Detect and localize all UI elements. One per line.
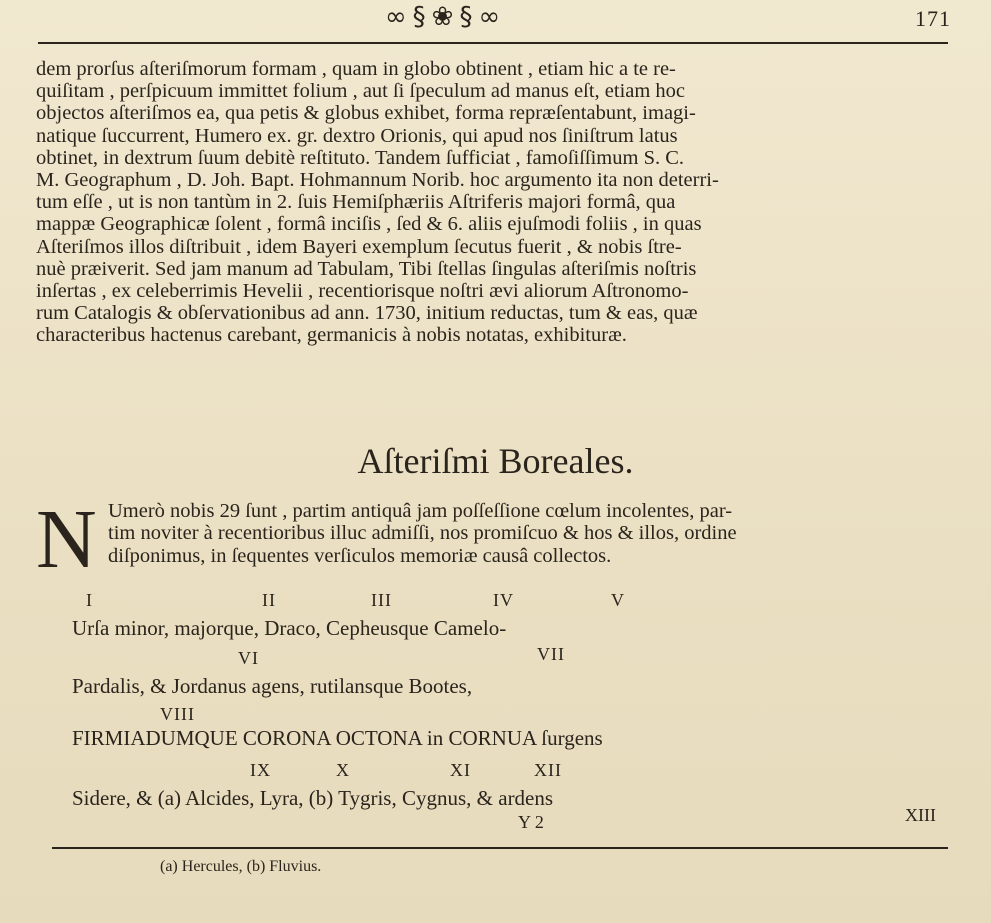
verse-numeral: VII bbox=[537, 644, 565, 664]
body-line: mappæ Geographicæ ſolent , formâ inciſis , ſed & 6. aliis ejuſmodi foliis , in quas bbox=[36, 213, 702, 236]
running-head bbox=[0, 2, 991, 36]
verse-numeral: II bbox=[262, 590, 276, 610]
header-rule bbox=[38, 42, 948, 44]
verse-line: Sidere, & (a) Alcides, Lyra, (b) Tygris, Cygnus, & ardens bbox=[72, 786, 554, 810]
header-ornament: ∞§❀§∞ bbox=[385, 2, 507, 32]
body-line: M. Geographum , D. Joh. Bapt. Hohmannum Norib. hoc argumento ita non deterri- bbox=[36, 169, 719, 192]
footnote-rule bbox=[52, 847, 948, 849]
verse-numeral: IX bbox=[250, 760, 271, 780]
section-heading: Aſteriſmi Boreales. bbox=[357, 441, 634, 481]
body-line: nuè præiverit. Sed jam manum ad Tabulam, Tibi ſtellas ſingulas aſteriſmis noſtris bbox=[36, 257, 697, 280]
body-line: Aſteriſmos illos diſtribuit , idem Bayeri exemplum ſecutus fuerit , & nobis ſtre- bbox=[36, 235, 682, 258]
verse-line: Pardalis, & Jordanus agens, rutilansque Bootes, bbox=[72, 674, 473, 698]
verse-numeral: XI bbox=[450, 760, 471, 780]
body-line: rum Catalogis & obſervationibus ad ann. 1730, initium reductas, tum & eas, quæ bbox=[36, 302, 698, 325]
body-line: inſertas , ex celeberrimis Hevelii , recentiorisque noſtri ævi aliorum Aſtronomo- bbox=[36, 280, 689, 303]
body-line: quiſitam , perſpicuum immittet folium , aut ſi ſpeculum ad manus eſt, etiam hoc bbox=[36, 80, 686, 103]
drop-cap: N bbox=[36, 493, 97, 586]
intro-line: tim noviter à recentioribus illuc admiſſi, nos promiſcuo & hos & illos, ordine bbox=[108, 522, 737, 545]
verse-numeral: V bbox=[611, 590, 625, 610]
body-line: dem prorſus aſteriſmorum formam , quam in globo obtinent , etiam hic a te re- bbox=[36, 58, 676, 80]
verse-numeral: VIII bbox=[160, 704, 195, 724]
verse-numeral: I bbox=[86, 590, 93, 610]
verse-numeral: XIII bbox=[905, 805, 936, 825]
intro-line: Umerò nobis 29 ſunt , partim antiquâ jam poſſeſſione cœlum incolentes, par- bbox=[108, 500, 733, 522]
verse-numeral: XII bbox=[534, 760, 562, 780]
verse-line: Urſa minor, majorque, Draco, Cepheusque Camelo- bbox=[72, 616, 507, 640]
intro-line: diſponimus, in ſequentes verſiculos memoriæ causâ collectos. bbox=[108, 544, 612, 567]
body-line: objectos aſteriſmos ea, qua petis & globus exhibet, forma repræſentabunt, imagi- bbox=[36, 102, 696, 125]
verse-numeral: VI bbox=[238, 648, 259, 668]
body-line: natique ſuccurrent, Humero ex. gr. dextro Orionis, qui apud nos ſiniſtrum latus bbox=[36, 124, 678, 147]
signature-mark: Y 2 bbox=[518, 812, 544, 832]
body-line: obtinet, in dextrum ſuum debitè reſtituto. Tandem ſufficiat , famoſiſſimum S. C. bbox=[36, 146, 685, 169]
verse-numeral: III bbox=[371, 590, 392, 610]
verse-line: FIRMIADUMQUE CORONA OCTONA in CORNUA ſurgens bbox=[72, 726, 603, 750]
body-line: tum eſſe , ut is non tantùm in 2. ſuis Hemiſphæriis Aſtriferis majori formâ, qua bbox=[36, 191, 676, 214]
body-line: characteribus hactenus carebant, germanicis à nobis notatas, exhibituræ. bbox=[36, 324, 627, 347]
intro-paragraph bbox=[108, 500, 948, 567]
verse-numeral: IV bbox=[493, 590, 514, 610]
verse-numeral: X bbox=[336, 760, 350, 780]
footnote: (a) Hercules, (b) Fluvius. bbox=[160, 858, 322, 875]
page-number: 171 bbox=[915, 6, 951, 31]
body-paragraph bbox=[36, 58, 950, 347]
